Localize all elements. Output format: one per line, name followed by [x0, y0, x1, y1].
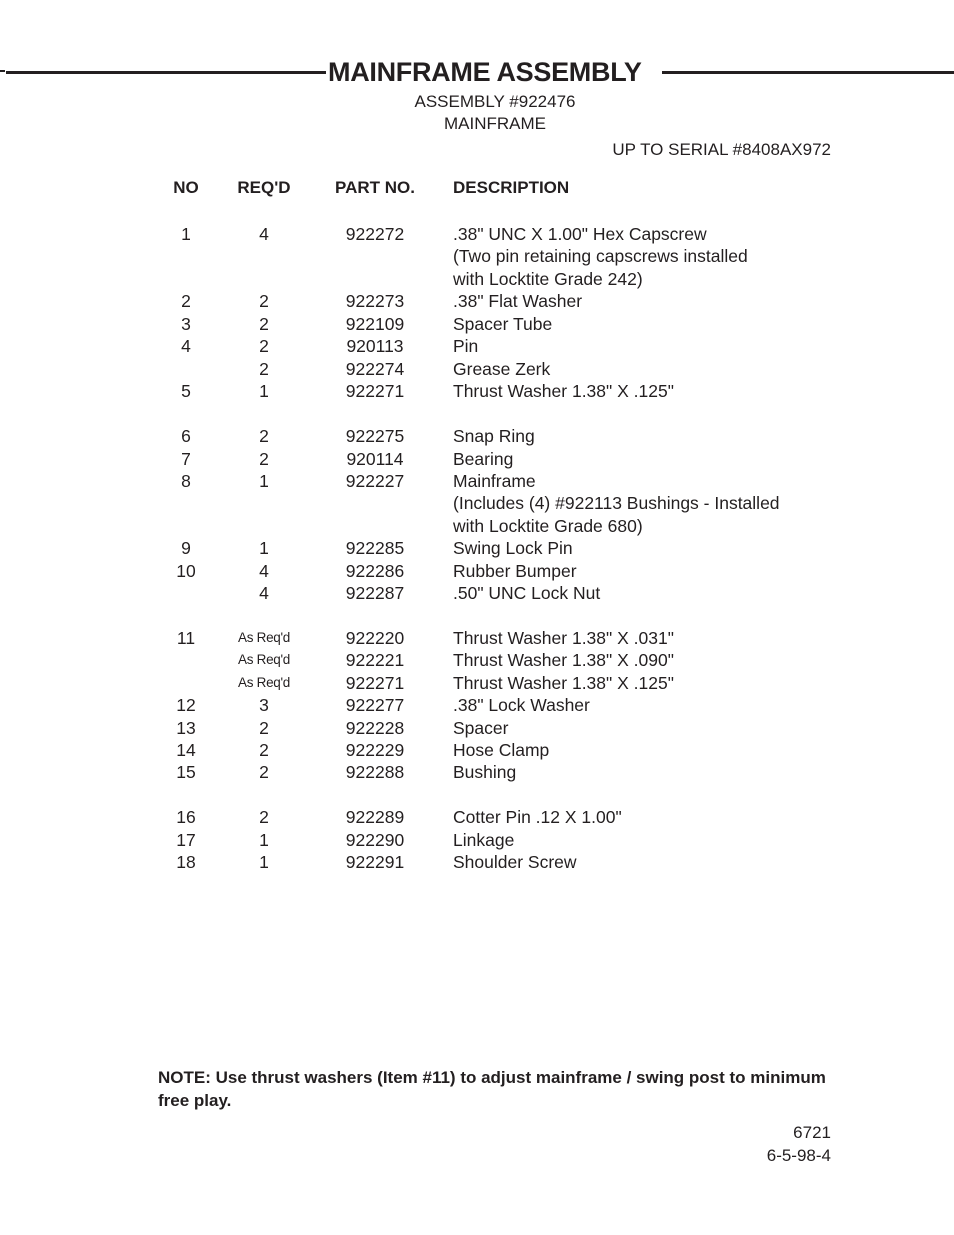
required-quantity: 2 — [259, 807, 269, 827]
part-number: 922228 — [345, 718, 405, 738]
part-description: Mainframe — [453, 471, 536, 491]
assembly-name: MAINFRAME — [444, 114, 546, 133]
part-description: Spacer Tube — [453, 314, 553, 334]
part-description: Thrust Washer 1.38" X .090" — [453, 650, 674, 670]
item-number: 7 — [181, 449, 191, 469]
part-description: .38" Flat Washer — [453, 291, 583, 311]
item-number: 4 — [181, 336, 191, 356]
part-description: Snap Ring — [453, 426, 535, 446]
required-quantity: As Req'd — [238, 630, 290, 645]
part-number: 922272 — [345, 224, 405, 244]
item-number: 8 — [181, 471, 191, 491]
part-description: Pin — [453, 336, 479, 356]
part-description: Rubber Bumper — [453, 561, 577, 581]
item-number: 5 — [181, 381, 191, 401]
column-header-no: NO — [173, 178, 199, 197]
part-description: (Two pin retaining capscrews installed — [453, 246, 748, 267]
item-number: 9 — [181, 538, 191, 558]
part-description: Grease Zerk — [453, 359, 551, 379]
part-number: 920114 — [346, 449, 404, 469]
item-number: 11 — [176, 628, 196, 648]
part-description: .38" Lock Washer — [453, 695, 590, 715]
part-number: 922277 — [345, 695, 405, 715]
part-description: Thrust Washer 1.38" X .125" — [453, 381, 674, 401]
required-quantity: 1 — [259, 381, 269, 401]
page-code: 6721 — [793, 1123, 831, 1142]
part-description: Thrust Washer 1.38" X .031" — [453, 628, 674, 648]
part-description: Spacer — [453, 718, 509, 738]
column-header-description: DESCRIPTION — [453, 178, 570, 197]
item-number: 3 — [181, 314, 191, 334]
item-number: 14 — [176, 740, 196, 760]
part-description: Swing Lock Pin — [453, 538, 573, 558]
required-quantity: 3 — [259, 695, 269, 715]
part-description: (Includes (4) #922113 Bushings - Installed — [453, 493, 780, 514]
part-description: Shoulder Screw — [453, 852, 577, 872]
required-quantity: 2 — [259, 740, 269, 760]
item-number: 12 — [176, 695, 196, 715]
date-code: 6-5-98-4 — [766, 1146, 831, 1165]
title-rule-right — [662, 71, 954, 74]
required-quantity: 2 — [259, 336, 269, 356]
required-quantity: 4 — [259, 583, 269, 603]
item-number: 10 — [176, 561, 196, 581]
part-number: 922285 — [345, 538, 405, 558]
part-number: 922229 — [345, 740, 405, 760]
required-quantity: 1 — [259, 471, 269, 491]
margin-tick — [0, 70, 5, 72]
column-header-part-no: PART NO. — [335, 178, 415, 197]
item-number: 2 — [181, 291, 191, 311]
part-description: with Locktite Grade 680) — [453, 515, 643, 536]
item-number: 1 — [181, 224, 191, 244]
required-quantity: 1 — [259, 852, 269, 872]
required-quantity: 4 — [259, 561, 269, 581]
serial-note: UP TO SERIAL #8408AX972 — [612, 140, 831, 159]
part-number: 922290 — [345, 830, 405, 850]
required-quantity: 1 — [259, 538, 269, 558]
part-number: 922273 — [345, 291, 405, 311]
required-quantity: As Req'd — [238, 675, 290, 690]
assembly-number: ASSEMBLY #922476 — [414, 92, 576, 111]
required-quantity: 4 — [259, 224, 269, 244]
part-number: 922288 — [345, 762, 405, 782]
part-number: 920113 — [346, 336, 404, 356]
column-header-reqd: REQ'D — [237, 178, 291, 197]
part-description: Cotter Pin .12 X 1.00" — [453, 807, 622, 827]
part-description: .38" UNC X 1.00" Hex Capscrew — [453, 224, 707, 244]
required-quantity: 2 — [259, 762, 269, 782]
part-description: Thrust Washer 1.38" X .125" — [453, 673, 674, 693]
part-number: 922287 — [345, 583, 405, 603]
item-number: 17 — [176, 830, 196, 850]
part-description: Linkage — [453, 830, 515, 850]
required-quantity: As Req'd — [238, 652, 290, 667]
part-number: 922109 — [345, 314, 405, 334]
required-quantity: 2 — [259, 426, 269, 446]
required-quantity: 2 — [259, 314, 269, 334]
required-quantity: 2 — [259, 718, 269, 738]
required-quantity: 1 — [259, 830, 269, 850]
part-description: Hose Clamp — [453, 740, 550, 760]
note-text: NOTE: Use thrust washers (Item #11) to adjust mainframe / swing post to minimum free play. — [158, 1068, 826, 1110]
part-number: 922291 — [345, 852, 405, 872]
part-number: 922221 — [345, 650, 405, 670]
part-number: 922271 — [345, 381, 405, 401]
part-number: 922274 — [345, 359, 405, 379]
required-quantity: 2 — [259, 291, 269, 311]
part-number: 922227 — [345, 471, 405, 491]
part-description: Bushing — [453, 762, 517, 782]
title-bar — [0, 55, 954, 89]
part-description: Bearing — [453, 449, 514, 469]
part-description: with Locktite Grade 242) — [453, 268, 643, 289]
page-title: MAINFRAME ASSEMBLY — [328, 57, 642, 87]
required-quantity: 2 — [259, 449, 269, 469]
title-rule-left — [6, 71, 326, 74]
item-number: 6 — [181, 426, 191, 446]
part-number: 922220 — [345, 628, 405, 648]
item-number: 16 — [176, 807, 196, 827]
part-number: 922271 — [345, 673, 405, 693]
item-number: 13 — [176, 718, 196, 738]
part-number: 922275 — [345, 426, 405, 446]
item-number: 18 — [176, 852, 196, 872]
item-number: 15 — [176, 762, 196, 782]
part-number: 922286 — [345, 561, 405, 581]
part-description: .50" UNC Lock Nut — [453, 583, 601, 603]
part-number: 922289 — [345, 807, 405, 827]
required-quantity: 2 — [259, 359, 269, 379]
